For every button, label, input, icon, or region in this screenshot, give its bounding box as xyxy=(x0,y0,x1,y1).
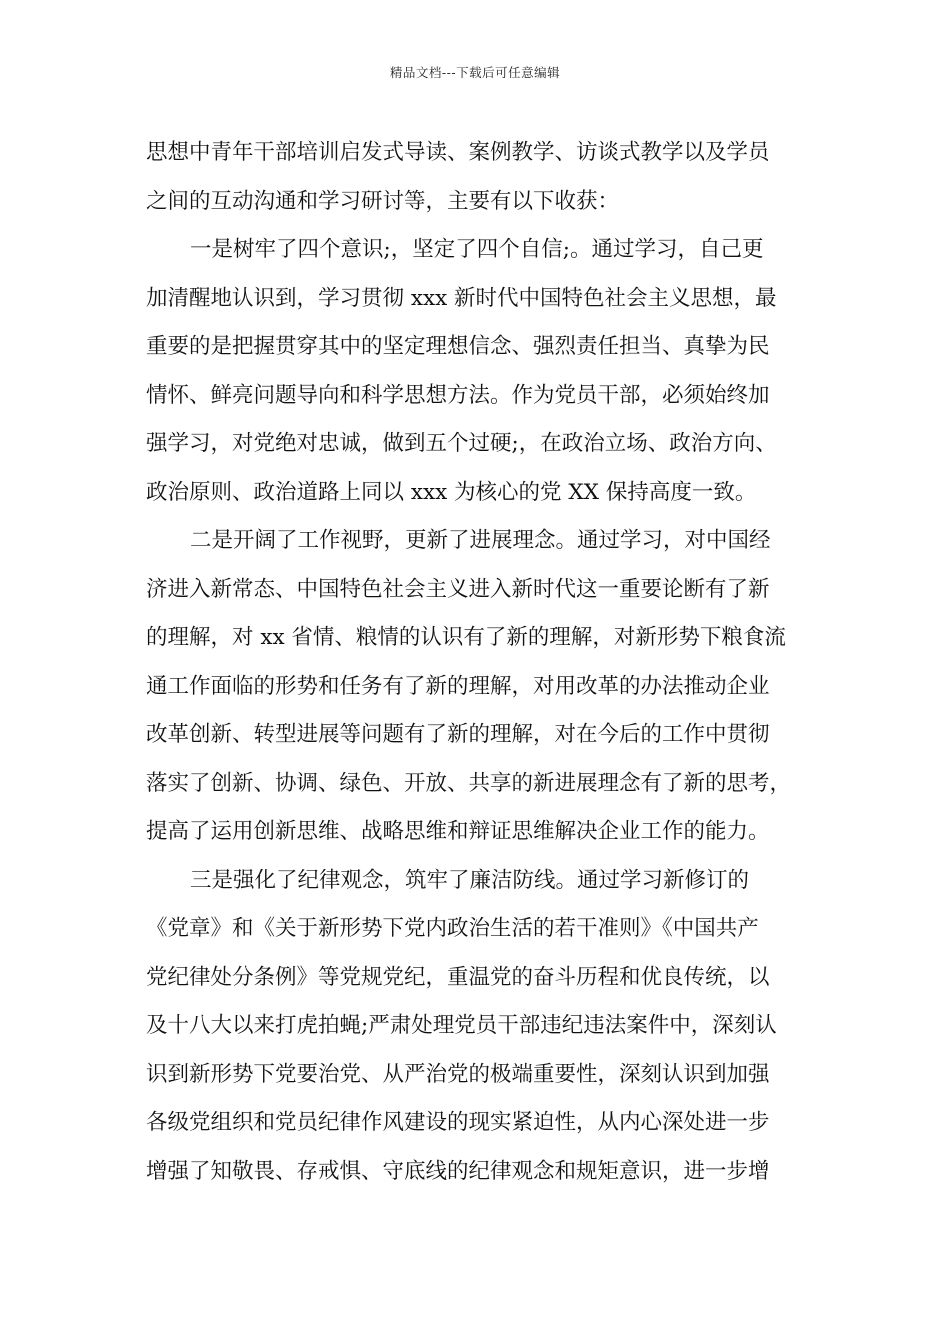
text-line: 通工作面临的形势和任务有了新的理解，对用改革的办法推动企业 xyxy=(146,673,770,699)
text-line: 党纪律处分条例》等党规党纪，重温党的奋斗历程和优良传统，以 xyxy=(146,964,770,990)
text-line: 二是开阔了工作视野，更新了进展理念。通过学习，对中国经 xyxy=(190,528,771,553)
text-line: 增强了知敬畏、存戒惧、守底线的纪律观念和规矩意识，进一步增 xyxy=(146,1158,770,1184)
text-line: 之间的互动沟通和学习研讨等，主要有以下收获： xyxy=(146,188,620,214)
text-line: 识到新形势下党要治党、从严治党的极端重要性，深刻认识到加强 xyxy=(146,1061,770,1087)
text-line: 改革创新、转型进展等问题有了新的理解，对在今后的工作中贯彻 xyxy=(146,722,770,747)
text-line: 强学习，对党绝对忠诚，做到五个过硬;，在政治立场、政治方向、 xyxy=(146,431,777,456)
text-line: 及十八大以来打虎拍蝇;严肃处理党员干部违纪违法案件中，深刻认 xyxy=(146,1013,777,1038)
text-line: 政治原则、政治道路上同以 xxx 为核心的党 XX 保持高度一致。 xyxy=(146,479,757,505)
text-line: 提高了运用创新思维、战略思维和辩证思维解决企业工作的能力。 xyxy=(146,819,770,844)
text-line: 《党章》和《关于新形势下党内政治生活的若干准则》《中国共产 xyxy=(146,916,759,941)
page-header: 精品文档---下载后可任意编辑 xyxy=(389,65,561,80)
text-line: 思想中青年干部培训启发式导读、案例教学、访谈式教学以及学员 xyxy=(146,140,770,165)
text-line: 一是树牢了四个意识;，坚定了四个自信;。通过学习，自己更 xyxy=(190,237,764,262)
text-line: 情怀、鲜亮问题导向和科学思想方法。作为党员干部，必须始终加 xyxy=(146,382,770,408)
text-line: 重要的是把握贯穿其中的坚定理想信念、强烈责任担当、真挚为民 xyxy=(146,334,770,359)
text-line: 三是强化了纪律观念，筑牢了廉洁防线。通过学习新修订的 xyxy=(190,867,750,893)
text-line: 加清醒地认识到，学习贯彻 xxx 新时代中国特色社会主义思想，最 xyxy=(146,285,777,311)
text-line: 的理解，对 xx 省情、粮情的认识有了新的理解，对新形势下粮食流 xyxy=(146,625,786,650)
document-body xyxy=(146,129,826,1196)
text-line: 各级党组织和党员纪律作风建设的现实紧迫性，从内心深处进一步 xyxy=(146,1110,770,1135)
text-line: 落实了创新、协调、绿色、开放、共享的新进展理念有了新的思考， xyxy=(146,770,792,796)
text-line: 济进入新常态、中国特色社会主义进入新时代这一重要论断有了新 xyxy=(146,576,770,602)
